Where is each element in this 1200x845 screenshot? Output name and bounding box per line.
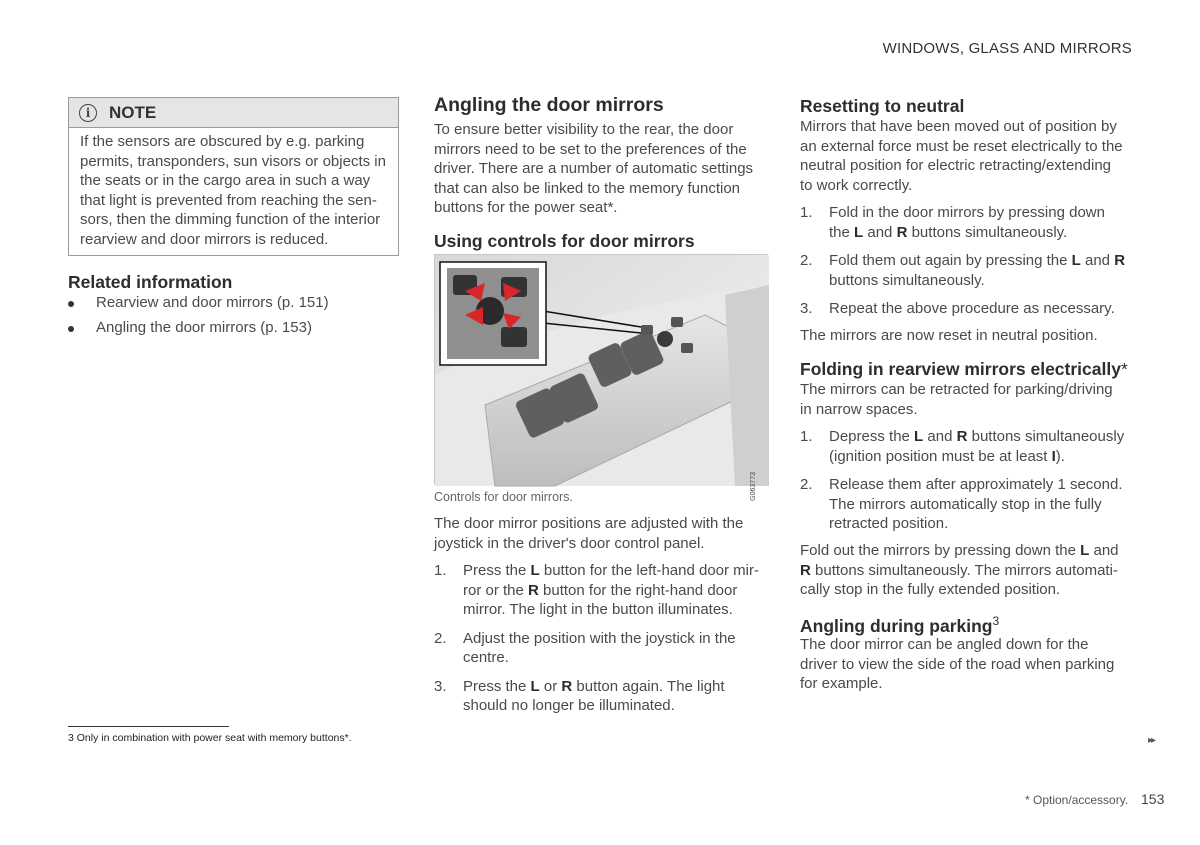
section-title: WINDOWS, GLASS AND MIRRORS (882, 40, 1132, 57)
footnote-ref: 3 (992, 614, 1000, 628)
related-heading: Related information (68, 272, 233, 292)
folding-heading: Folding in rearview mirrors electrically* (800, 359, 1128, 379)
list-item: 1. Press the L button for the left-hand door mir- ror or the R button for the right-hand door mirror. The light in the button illuminates. (434, 562, 759, 618)
footnote-rule (68, 726, 229, 727)
angling-heading: Angling the door mirrors (434, 94, 664, 116)
folding-intro: The mirrors can be retracted for parking/driving in narrow spaces. (800, 381, 1113, 418)
info-icon: i (79, 104, 97, 122)
controls-heading: Using controls for door mirrors (434, 231, 695, 251)
list-item: 2. Fold them out again by pressing the L and R buttons simultaneously. (800, 252, 1126, 289)
list-item: 2. Release them after approximately 1 second. The mirrors automatically stop in the fully retracted position. (800, 476, 1123, 532)
bullet-icon (68, 301, 74, 307)
list-item: 3. Press the L or R button again. The light should no longer be illuminated. (434, 677, 725, 714)
resetting-outro: The mirrors are now reset in neutral position. (800, 327, 1098, 344)
angling-steps (434, 561, 774, 716)
note-text: If the sensors are obscured by e.g. parking permits, transponders, sun visors or objects in the seats or in the cargo area in such a way that light is prevented from reaching the sen- sors, then the dimming function of the interior rearview and door mirrors is reduced. (80, 133, 386, 248)
bullet-icon (68, 326, 74, 332)
continue-arrows-icon: ▸▸ (1148, 735, 1155, 746)
figure-code: G063773 (750, 472, 757, 501)
note-label: NOTE (109, 102, 157, 122)
list-item: 1. Depress the L and R buttons simultaneously (ignition position must be at least I). (800, 428, 1125, 465)
option-accessory-note: * Option/accessory. (1025, 793, 1129, 807)
parking-text: The door mirror can be angled down for the driver to view the side of the road when parking for example. (800, 636, 1115, 692)
resetting-heading: Resetting to neutral (800, 96, 965, 116)
page-number: 153 (1141, 791, 1165, 807)
related-list: Rearview and door mirrors (p. 151) Angling the door mirrors (p. 153) (68, 294, 388, 344)
resetting-intro: Mirrors that have been moved out of position by an external force must be reset electrically to the neutral position for electric retracting/extending to work correctly. (800, 118, 1123, 194)
folding-steps (800, 427, 1140, 534)
angling-intro: To ensure better visibility to the rear, the door mirrors need to be set to the preferences of the driver. There are a number of automatic settings that can also be linked to the memory function buttons for the power seat*. (434, 121, 754, 216)
door-panel-illustration (435, 255, 769, 486)
parking-heading: Angling during parking$^3$ (800, 614, 1000, 636)
positions-text: The door mirror positions are adjusted with the joystick in the driver's door control panel. (434, 515, 744, 552)
note-header (69, 98, 398, 128)
list-item: 2. Adjust the position with the joystick in the centre. (434, 629, 736, 666)
mirror-joystick-detail (440, 262, 546, 365)
footnote: 3 Only in combination with power seat with memory buttons*. (68, 732, 352, 744)
list-item: 1. Fold in the door mirrors by pressing down the L and R buttons simultaneously. (800, 204, 1105, 241)
figure-caption: Controls for door mirrors. (434, 490, 573, 504)
note-box (68, 97, 399, 256)
resetting-steps (800, 203, 1140, 319)
folding-outro: Fold out the mirrors by pressing down the L and R buttons simultaneously. The mirrors automati- cally stop in the fully extended position. (800, 542, 1119, 598)
list-item: 3. Repeat the above procedure as necessary. (800, 300, 1115, 317)
